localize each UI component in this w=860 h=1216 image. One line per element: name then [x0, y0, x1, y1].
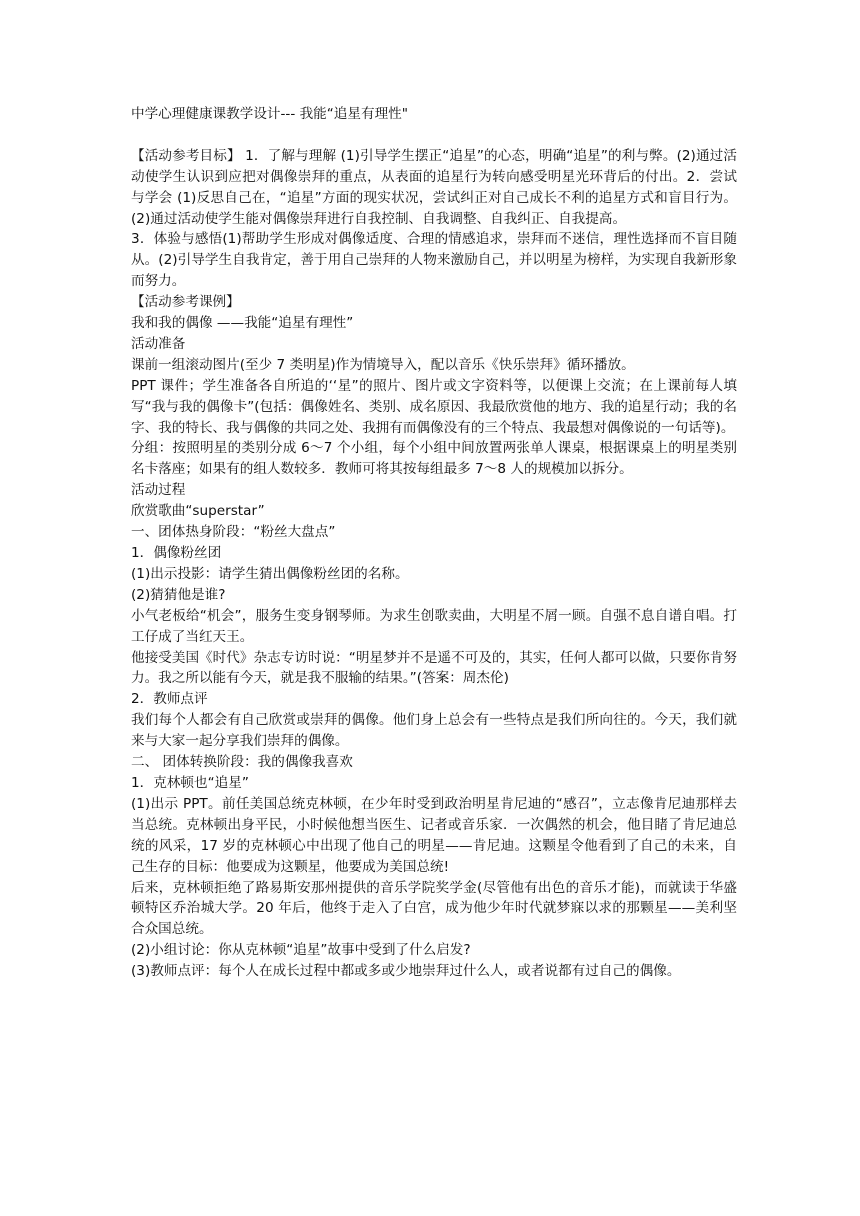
- paragraph-objectives-3: 3．体验与感悟(1)帮助学生形成对偶像适度、合理的情感追求，崇拜而不迷信，理性选择而不盲目随从。(2)引导学生自我肯定，善于用自己崇拜的人物来激励自己，并以明星为榜样，为实现自我新形象而努力。: [131, 231, 737, 290]
- document-body: [131, 104, 737, 982]
- paragraph-clinton-1: (1)出示 PPT。前任美国总统克林顿，在少年时受到政治明星肯尼迪的“感召”，立志像肯尼迪那样去当总统。克林顿出身平民，小时候他想当医生、记者或音乐家．一次偶然的机会，他目睹了肯尼迪总统的风采，17 岁的克林顿心中出现了他自己的明星——肯尼迪。这颗星令他看到了自己的未来，自己生存的目标：他要成为这颗星，他要成为美国总统!: [131, 795, 737, 875]
- paragraph-teacher-review: (3)教师点评：每个人在成长过程中都或多或少地崇拜过什么人，或者说都有过自己的偶像。: [131, 963, 681, 980]
- paragraph-guess: (2)猜猜他是谁?: [131, 586, 226, 603]
- section-heading-lesson-example: 【活动参考课例】: [131, 294, 240, 311]
- paragraph-song: 欣赏歌曲“superstar”: [131, 503, 265, 520]
- paragraph-story-2: 他接受美国《时代》杂志专访时说：“明星梦并不是遥不可及的，其实，任何人都可以做，只要你肯努力。我之所以能有今天，就是我不服输的结果。”(答案：周杰伦): [131, 649, 737, 687]
- item-heading-fan-club: 1．偶像粉丝团: [131, 545, 222, 562]
- paragraph-preparation-ppt: PPT 课件；学生准备各自所追的‘‘星”的照片、图片或文字资料等，以便课上交流；在上课前每人填写“我与我的偶像卡”(包括：偶像姓名、类别、成名原因、我最欣赏他的地方、我的追星行动；我的名字、我的特长、我与偶像的共同之处、我拥有而偶像没有的三个特点、我最想对偶像说的一句话等)。: [131, 377, 737, 436]
- item-heading-teacher-comment: 2．教师点评: [131, 691, 208, 708]
- paragraph-teacher-comment: 我们每个人都会有自己欣赏或崇拜的偶像。他们身上总会有一些特点是我们所向往的。今天，我们就来与大家一起分享我们崇拜的偶像。: [131, 712, 737, 750]
- paragraph-story-1: 小气老板给“机会”，服务生变身钢琴师。为求生创歌卖曲，大明星不屑一顾。自强不息自谱自唱。打工仔成了当红天王。: [131, 607, 737, 645]
- paragraph-grouping: 分组：按照明星的类别分成 6～7 个小组，每个小组中间放置两张单人课桌，根据课桌上的明星类别名卡落座；如果有的组人数较多．教师可将其按每组最多 7～8 人的规模加以拆分。: [131, 440, 737, 478]
- item-heading-clinton: 1．克林顿也“追星”: [131, 774, 249, 791]
- paragraph-group-discussion: (2)小组讨论：你从克林顿“追星”故事中受到了什么启发?: [131, 942, 471, 959]
- stage-heading-transition: 二、 团体转换阶段：我的偶像我喜欢: [131, 754, 353, 771]
- paragraph-clinton-2: 后来，克林顿拒绝了路易斯安那州提供的音乐学院奖学金(尽管他有出色的音乐才能)，而就读于华盛顿特区乔治城大学。20 年后，他终于走入了白宫，成为他少年时代就梦寐以求的那颗星——美利坚合众国总统。: [131, 879, 737, 938]
- lesson-title: 我和我的偶像 ——我能“追星有理性”: [131, 315, 354, 332]
- paragraph-projection: (1)出示投影：请学生猜出偶像粉丝团的名称。: [131, 565, 409, 582]
- stage-heading-warmup: 一、团体热身阶段：“粉丝大盘点”: [131, 524, 336, 541]
- paragraph-preparation-images: 课前一组滚动图片(至少 7 类明星)作为情境导入，配以音乐《快乐崇拜》循环播放。: [131, 356, 635, 373]
- section-heading-preparation: 活动准备: [131, 335, 186, 352]
- section-heading-process: 活动过程: [131, 482, 186, 499]
- paragraph-objectives-1: 【活动参考目标】 1．了解与理解 (1)引导学生摆正“追星”的心态，明确“追星”的利与弊。(2)通过活动使学生认识到应把对偶像崇拜的重点，从表面的追星行为转向感受明星光环背后的付出。2．尝试与学会 (1)反思自己在，“追星”方面的现实状况，尝试纠正对自己成长不利的追星方式和盲目行为。(2)通过活动使学生能对偶像崇拜进行自我控制、自我调整、自我纠正、自我提高。: [131, 147, 737, 227]
- document-title: 中学心理健康课教学设计--- 我能“追星有理性": [131, 106, 409, 122]
